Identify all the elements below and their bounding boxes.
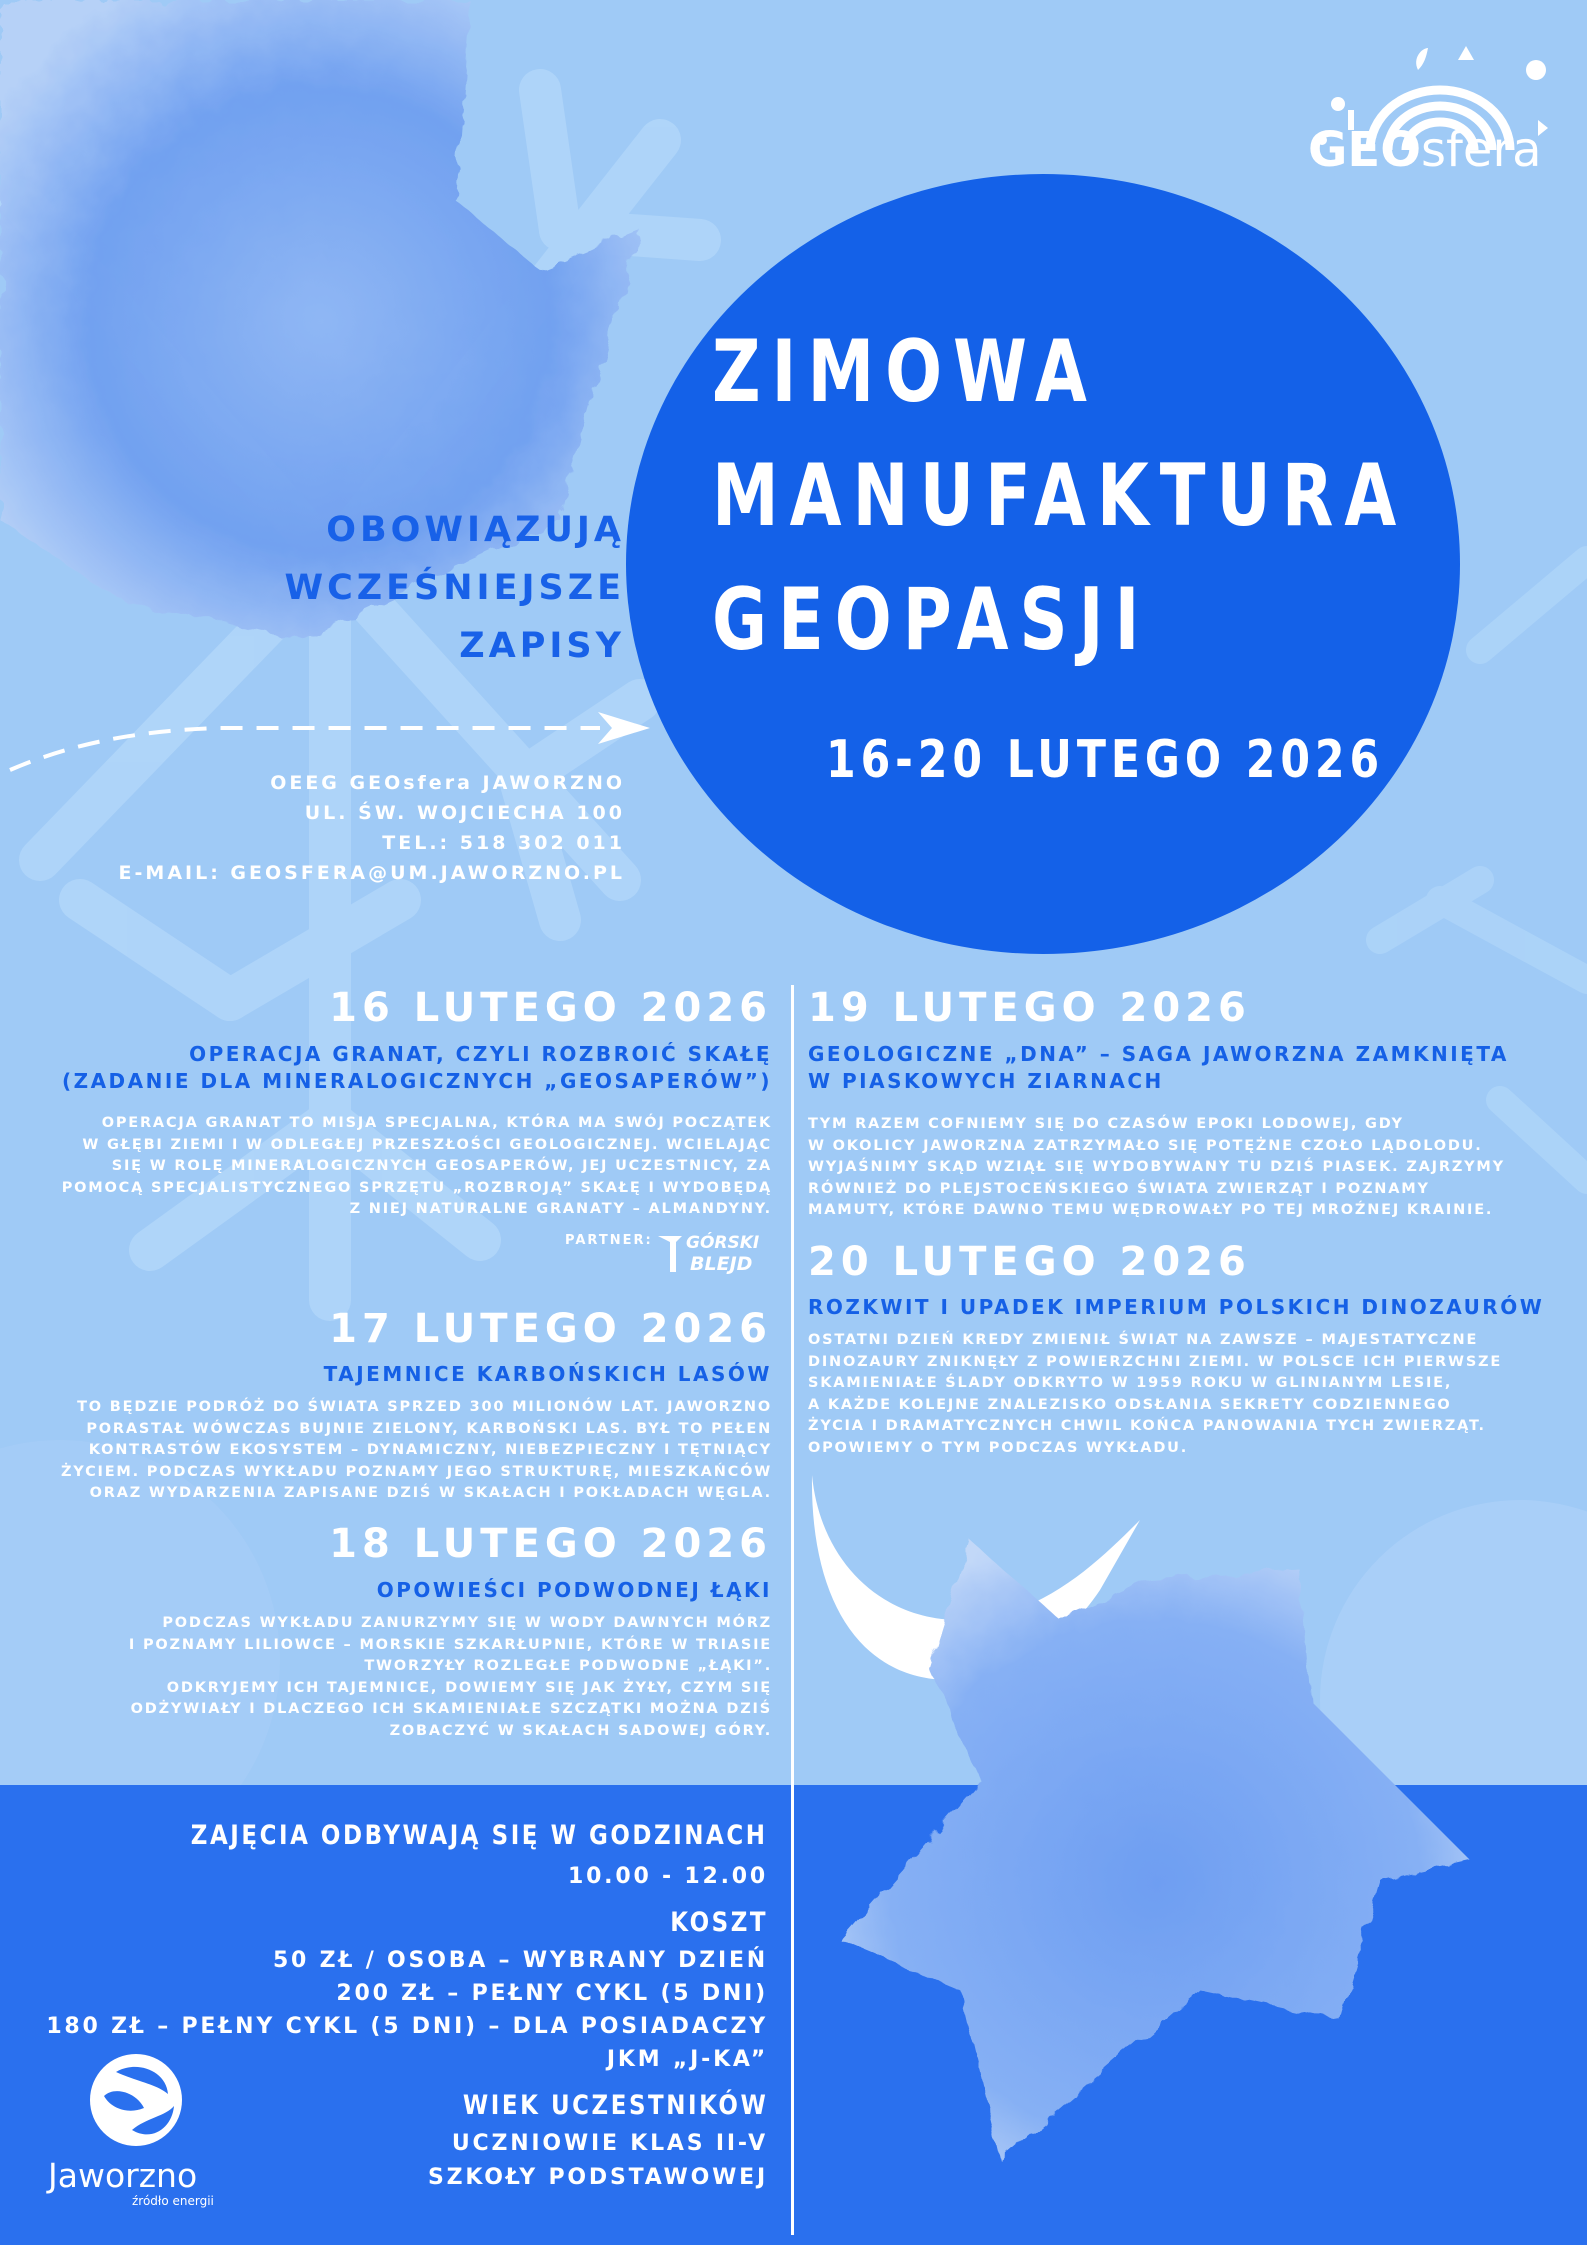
notice-line-1: OBOWIĄZUJĄ <box>326 510 625 550</box>
day-16-body: OPERACJA GRANAT TO MISJA SPECJALNA, KTÓRA MA SWÓJ POCZĄTEK W GŁĘBI ZIEMI I W ODLEGŁEJ PRZESZŁOŚCI GEOLOGICZNEJ. WCIELAJĄC SIĘ W ROLĘ MINERALOGICZNYCH GEOSAPERÓW, JEJ UCZESTNICY, ZA POMOCĄ SPECJALISTYCZNEGO SPRZĘTU „ROZBROJĄ” SKAŁĘ I WYDOBĘDĄ Z NIEJ NATURALNE GRANATY – ALMANDYNY. <box>61 1115 772 1217</box>
day-17-date: 17 LUTEGO 2026 <box>329 1306 772 1352</box>
age-line-1: UCZNIOWIE KLAS II-V <box>451 2131 768 2156</box>
notice-line-2: WCZEŚNIEJSZE <box>284 568 625 608</box>
day-18-title: OPOWIEŚCI PODWODNEJ ŁĄKI <box>376 1578 772 1602</box>
age-line-2: SZKOŁY PODSTAWOWEJ <box>428 2165 768 2190</box>
day-17-title: TAJEMNICE KARBOŃSKICH LASÓW <box>323 1362 772 1386</box>
address-line-1: OEEG GEOsfera JAWORZNO <box>270 772 625 794</box>
cost-line-1: 50 ZŁ / OSOBA – WYBRANY DZIEŃ <box>272 1948 768 1973</box>
title-circle <box>626 174 1460 954</box>
day-20-date: 20 LUTEGO 2026 <box>808 1239 1251 1285</box>
age-label: WIEK UCZESTNIKÓW <box>462 2090 768 2121</box>
column-divider <box>791 985 794 2235</box>
day-17-body: TO BĘDZIE PODRÓŻ DO ŚWIATA SPRZED 300 MILIONÓW LAT. JAWORZNO PORASTAŁ WÓWCZAS BUJNIE ZIELONY, KARBOŃSKI LAS. BYŁ TO PEŁEN KONTRASTÓW EKOSYSTEM – DYNAMICZNY, NIEBEZPIECZNY I TĘTNIĄCY ŻYCIEM. PODCZAS WYKŁADU POZNAMY JEGO STRUKTURĘ, MIESZKAŃCÓW ORAZ WYDARZENIA ZAPISANE DZIŚ W SKAŁACH I POKŁADACH WĘGLA. <box>60 1399 772 1501</box>
day-19-title: GEOLOGICZNE „DNA” – SAGA JAWORZNA ZAMKNIĘTA W PIASKOWYCH ZIARNACH <box>808 1042 1509 1093</box>
day-18-body: PODCZAS WYKŁADU ZANURZYMY SIĘ W WODY DAWNYCH MÓRZ I POZNAMY LILIOWCE – MORSKIE SZKARŁUPNIE, KTÓRE W TRIASIE TWORZYŁY ROZLEGŁE PODWODNE „ŁĄKI”. ODKRYJEMY ICH TAJEMNICE, DOWIEMY SIĘ JAK ŻYŁY, CZYM SIĘ ODŻYWIAŁY I DLACZEGO ICH SKAMIENIAŁE SZCZĄTKI MOŻNA DZIŚ ZOBACZYĆ W SKAŁACH SADOWEJ GÓRY. <box>128 1615 772 1739</box>
hours-value: 10.00 - 12.00 <box>567 1864 768 1889</box>
partner-logo-line-1: GÓRSKI <box>686 1233 760 1253</box>
partner-logo-line-2: BLEJD <box>690 1253 753 1275</box>
day-19-date: 19 LUTEGO 2026 <box>808 985 1251 1031</box>
day-16-date: 16 LUTEGO 2026 <box>329 985 772 1031</box>
day-20-body: OSTATNI DZIEŃ KREDY ZMIENIŁ ŚWIAT NA ZAWSZE – MAJESTATYCZNE DINOZAURY ZNIKNĘŁY Z POWIERZCHNI ZIEMI. W POLSCE ICH PIERWSZE SKAMIENIAŁE ŚLADY ODKRYTO W 1959 ROKU W GLINIANYM LESIE, A KAŻDE KOLEJNE ZNALEZISKO ODSŁANIA SEKRETY CODZIENNEGO ŻYCIA I DRAMATYCZNYCH CHWIL KOŃCA PANOWANIA TYCH ZWIERZĄT. OPOWIEMY O TYM PODCZAS WYKŁADU. <box>808 1332 1503 1456</box>
title-line-1: ZIMOWA <box>712 322 1098 422</box>
jaworzno-logo-name: Jaworzno <box>48 2156 198 2195</box>
crystal-bottom-right <box>820 1520 1520 2180</box>
notice-line-3: ZAPISY <box>459 626 625 666</box>
address-line-3: TEL.: 518 302 011 <box>382 832 625 854</box>
hours-label: ZAJĘCIA ODBYWAJĄ SIĘ W GODZINACH <box>191 1820 768 1851</box>
partner-label: PARTNER: <box>565 1233 653 1248</box>
geosfera-logo-text: GEOsfera <box>1308 122 1542 178</box>
day-18-date: 18 LUTEGO 2026 <box>329 1521 772 1567</box>
cost-label: KOSZT <box>670 1907 768 1938</box>
title-line-3: GEOPASJI <box>712 570 1151 670</box>
jaworzno-logo-tagline: źródło energii <box>132 2194 214 2208</box>
cost-line-4: JKM „J-KA” <box>606 2047 768 2072</box>
gorski-blejd-logo <box>656 1226 770 1276</box>
cost-line-2: 200 ZŁ – PEŁNY CYKL (5 DNI) <box>336 1981 768 2006</box>
address-line-4: E-MAIL: GEOSFERA@UM.JAWORZNO.PL <box>118 862 625 884</box>
address-line-2: UL. ŚW. WOJCIECHA 100 <box>304 802 625 824</box>
day-19-body: TYM RAZEM COFNIEMY SIĘ DO CZASÓW EPOKI LODOWEJ, GDY W OKOLICY JAWORZNA ZATRZYMAŁO SIĘ POTĘŻNE CZOŁO LĄDOLODU. WYJAŚNIMY SKĄD WZIĄŁ SIĘ WYDOBYWANY TU DZIŚ PIASEK. ZAJRZYMY RÓWNIEŻ DO PLEJSTOCEŃSKIEGO ŚWIATA ZWIERZĄT I POZNAMY MAMUTY, KTÓRE DAWNO TEMU WĘDROWAŁY PO TEJ MROŹNEJ KRAINIE. <box>808 1116 1505 1218</box>
cost-line-3: 180 ZŁ – PEŁNY CYKL (5 DNI) – DLA POSIADACZY <box>46 2014 768 2039</box>
title-line-2: MANUFAKTURA <box>712 446 1408 546</box>
day-16-title: OPERACJA GRANAT, CZYLI ROZBROIĆ SKAŁĘ (ZADANIE DLA MINERALOGICZNYCH „GEOSAPERÓW”) <box>61 1042 772 1093</box>
event-dates: 16-20 LUTEGO 2026 <box>826 730 1385 790</box>
jaworzno-emblem-icon <box>86 2050 186 2150</box>
day-20-title: ROZKWIT I UPADEK IMPERIUM POLSKICH DINOZAURÓW <box>808 1295 1545 1319</box>
